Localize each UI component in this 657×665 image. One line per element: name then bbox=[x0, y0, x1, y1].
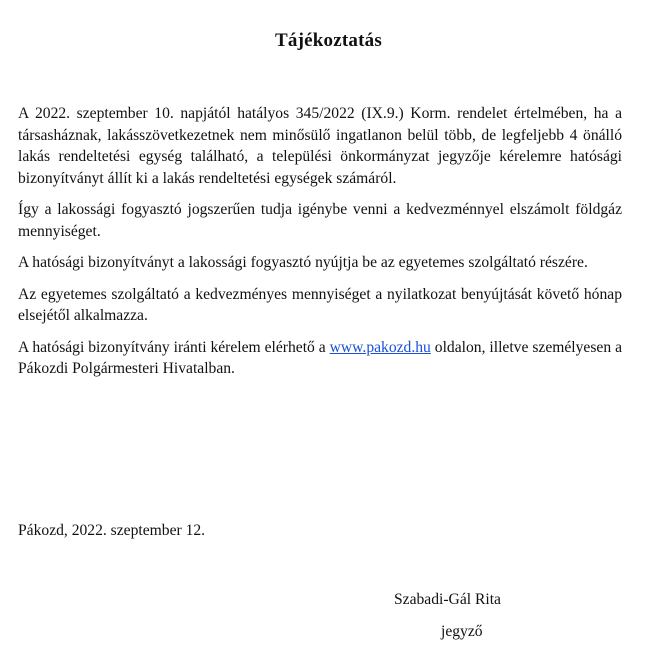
signatory-name: Szabadi-Gál Rita bbox=[394, 591, 501, 608]
availability-text-before-link: A hatósági bizonyítvány iránti kérelem elérhető a bbox=[18, 338, 330, 356]
paragraph-certificate-submission: A hatósági bizonyítványt a lakossági fogyasztó nyújtja be az egyetemes szolgáltató részére. bbox=[18, 254, 588, 271]
paragraph-availability bbox=[18, 337, 622, 380]
paragraph-provider-application: Az egyetemes szolgáltató a kedvezményes mennyiséget a nyilatkozat benyújtását követő hónap elsejétől alkalmazza. bbox=[18, 285, 622, 324]
document-body bbox=[18, 103, 622, 390]
signatory-role: jegyző bbox=[441, 623, 483, 640]
document-title: Tájékoztatás bbox=[275, 30, 382, 51]
paragraph-consumer-discount: Így a lakossági fogyasztó jogszerűen tudja igénybe venni a kedvezménnyel elszámolt földgáz mennyiséget. bbox=[18, 201, 622, 240]
paragraph-regulation: A 2022. szeptember 10. napjától hatályos 345/2022 (IX.9.) Korm. rendelet értelmében, ha a társasháznak, lakásszövetkezetnek nem minősülő ingatlanon belül több, de legfeljebb 4 önálló lakás rendeltetési egység található, a települési önkormányzat jegyzője kérelemre hatósági bizonyítványt állít ki a lakás rendeltetési egységek számáról. bbox=[18, 105, 622, 187]
availability-text-after-link: oldalon, illetve személyesen a Pákozdi Polgármesteri Hivatalban. bbox=[18, 338, 622, 377]
pakozd-website-link[interactable]: www.pakozd.hu bbox=[329, 338, 431, 356]
place-and-date: Pákozd, 2022. szeptember 12. bbox=[18, 522, 206, 539]
